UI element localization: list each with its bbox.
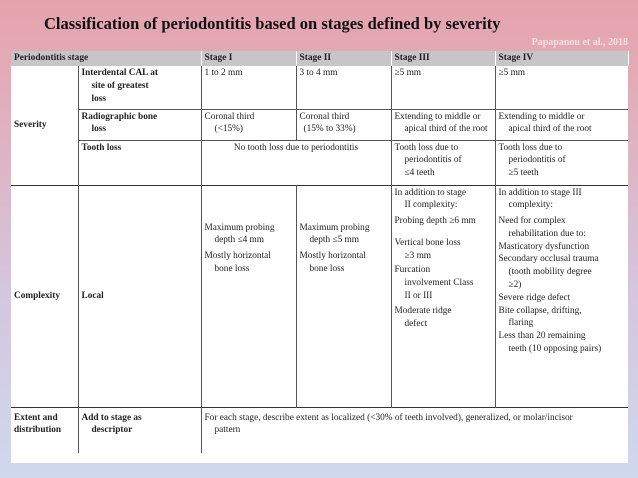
row-label-cal bbox=[78, 66, 201, 109]
cell-line: ≥5 teeth bbox=[508, 168, 539, 179]
label-line: site of greatest bbox=[91, 80, 149, 91]
category-severity: Severity bbox=[11, 66, 78, 185]
staging-table-panel bbox=[11, 51, 628, 463]
cell-line: Furcation bbox=[394, 265, 431, 276]
cell-line: In addition to stage bbox=[394, 187, 467, 198]
row-label-tooth-loss: Tooth loss bbox=[78, 140, 201, 185]
cell-complexity-stage1 bbox=[201, 185, 296, 407]
cell-line: Severe ridge defect bbox=[498, 292, 571, 303]
cell-line: Probing depth ≥6 mm bbox=[394, 216, 476, 227]
cell-line: Vertical bone loss bbox=[394, 237, 461, 248]
cell-cal-stage1: 1 to 2 mm bbox=[201, 66, 296, 109]
cell-line: Tooth loss due to bbox=[498, 142, 563, 153]
cell-line: Extending to middle or bbox=[498, 111, 585, 122]
row-label-descriptor bbox=[78, 407, 201, 453]
cell-line: (15% to 33%) bbox=[303, 124, 356, 135]
cell-radio-stage3 bbox=[391, 109, 495, 140]
cell-line: involvement Class bbox=[404, 278, 474, 289]
row-label-radiographic bbox=[78, 109, 201, 140]
table-row bbox=[11, 140, 628, 185]
cell-line: depth ≤5 mm bbox=[309, 235, 360, 246]
cell-cal-stage3: ≥5 mm bbox=[391, 66, 495, 109]
cell-line: bone loss bbox=[309, 263, 345, 274]
label-line: loss bbox=[91, 124, 106, 135]
cell-radio-stage2 bbox=[296, 109, 391, 140]
cell-line: ≥2) bbox=[508, 280, 522, 291]
header-stage-4: Stage IV bbox=[495, 51, 628, 66]
cell-line: teeth (10 opposing pairs) bbox=[508, 344, 602, 355]
label-line: Extent and bbox=[14, 412, 58, 423]
header-stage-3: Stage III bbox=[391, 51, 495, 66]
cell-complexity-stage2 bbox=[296, 185, 391, 407]
cell-extent-text bbox=[201, 407, 628, 453]
table-row bbox=[11, 66, 628, 109]
header-stage-1: Stage I bbox=[201, 51, 296, 66]
cell-complexity-stage4 bbox=[495, 185, 628, 407]
cell-line: Masticatory dysfunction bbox=[498, 241, 590, 252]
cell-cal-stage2: 3 to 4 mm bbox=[296, 66, 391, 109]
cell-tooth-loss-stage3 bbox=[391, 140, 495, 185]
cell-line: II or III bbox=[404, 291, 433, 302]
cell-line: apical third of the root bbox=[508, 124, 592, 135]
table-row bbox=[11, 109, 628, 140]
category-complexity: Complexity bbox=[11, 185, 78, 407]
cell-line: (tooth mobility degree bbox=[508, 267, 592, 278]
header-stage: Periodontitis stage bbox=[11, 51, 201, 66]
cell-radio-stage1 bbox=[201, 109, 296, 140]
cell-line: (<15%) bbox=[214, 124, 243, 135]
row-label-local: Local bbox=[78, 185, 201, 407]
label-line: descriptor bbox=[91, 425, 133, 436]
cell-tooth-loss-stage1-2: No tooth loss due to periodontitis bbox=[201, 140, 391, 185]
cell-line: ≤4 teeth bbox=[404, 168, 435, 179]
label-line: Add to stage as bbox=[81, 412, 142, 423]
citation: Papapanou et al., 2018 bbox=[531, 37, 628, 48]
slide-title: Classification of periodontitis based on stages defined by severity bbox=[44, 14, 501, 33]
cell-line: Maximum probing bbox=[299, 222, 370, 233]
table-row bbox=[11, 407, 628, 453]
cell-line: complexity: bbox=[508, 200, 553, 211]
cell-line: flaring bbox=[508, 318, 534, 329]
cell-line: Extending to middle or bbox=[394, 111, 481, 122]
cell-line: In addition to stage III bbox=[498, 187, 582, 198]
cell-line: ≥3 mm bbox=[404, 250, 432, 261]
cell-line: Less than 20 remaining bbox=[498, 331, 586, 342]
cell-line: pattern bbox=[214, 425, 241, 436]
cell-line: rehabilitation due to: bbox=[508, 228, 586, 239]
staging-table bbox=[11, 51, 629, 453]
table-row bbox=[11, 185, 628, 407]
cell-line: II complexity: bbox=[404, 200, 458, 211]
cell-line: Bite collapse, drifting, bbox=[498, 305, 582, 316]
header-stage-2: Stage II bbox=[296, 51, 391, 66]
label-line: loss bbox=[91, 93, 106, 104]
cell-line: apical third of the root bbox=[404, 124, 488, 135]
cell-line: Secondary occlusal trauma bbox=[498, 254, 599, 265]
label-line: Interdental CAL at bbox=[81, 68, 158, 78]
cell-complexity-stage3 bbox=[391, 185, 495, 407]
category-extent bbox=[11, 407, 78, 453]
cell-tooth-loss-stage4 bbox=[495, 140, 628, 185]
cell-line: Maximum probing bbox=[204, 222, 275, 233]
cell-line: Mostly horizontal bbox=[204, 251, 271, 262]
cell-line: Coronal third bbox=[204, 111, 255, 122]
label-line: distribution bbox=[14, 425, 62, 436]
cell-line: Tooth loss due to bbox=[394, 142, 459, 153]
cell-line: Coronal third bbox=[299, 111, 350, 122]
cell-line: Mostly horizontal bbox=[299, 251, 366, 262]
table-header-row bbox=[11, 51, 628, 66]
label-line: Radiographic bone bbox=[81, 111, 158, 122]
cell-radio-stage4 bbox=[495, 109, 628, 140]
cell-line: bone loss bbox=[214, 263, 250, 274]
cell-line: periodontitis of bbox=[508, 155, 566, 166]
cell-line: For each stage, describe extent as localized (<30% of teeth involved), generalized, or molar/incisor bbox=[204, 412, 573, 423]
cell-line: depth ≤4 mm bbox=[214, 235, 265, 246]
cell-line: Need for complex bbox=[498, 216, 566, 227]
cell-line: periodontitis of bbox=[404, 155, 462, 166]
cell-line: Moderate ridge bbox=[394, 305, 452, 316]
cell-cal-stage4: ≥5 mm bbox=[498, 68, 526, 78]
cell-line: defect bbox=[404, 318, 428, 329]
